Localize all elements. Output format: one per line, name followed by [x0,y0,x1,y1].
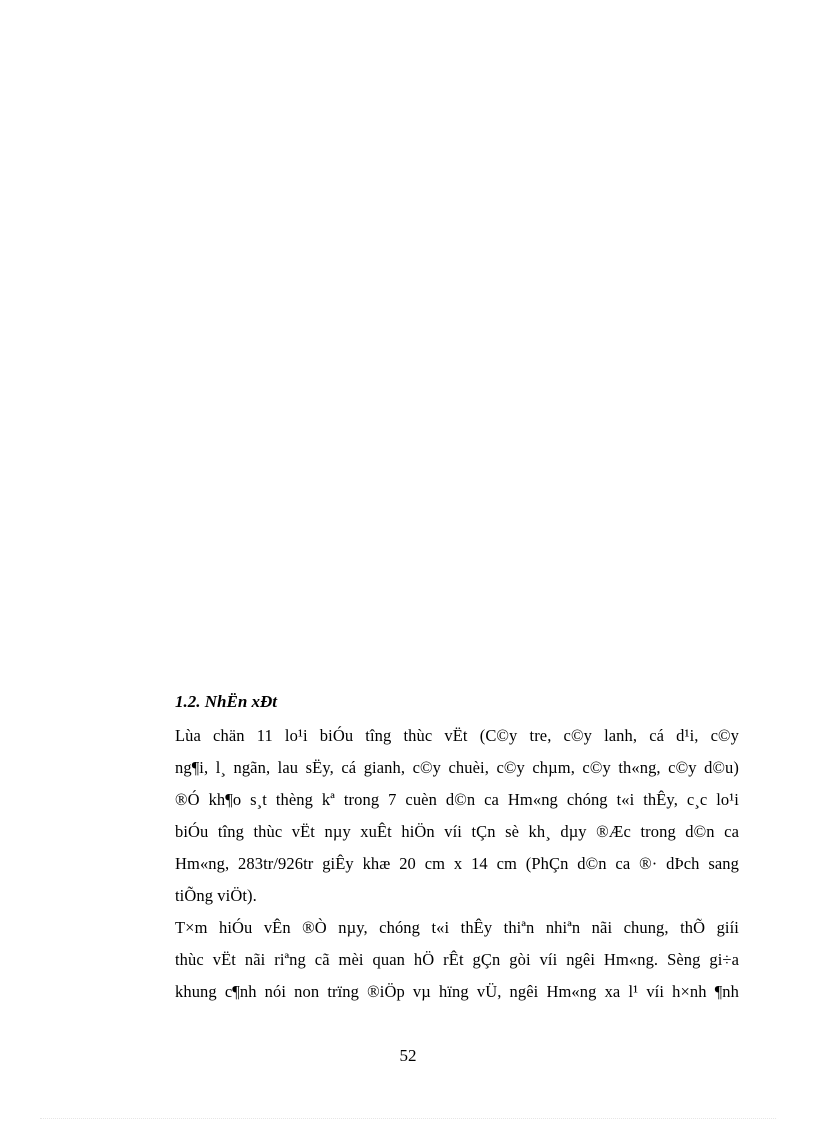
text-line: Lùa chän 11 lo¹i biÓu tîng thùc vËt (C©y tre, c©y lanh, cá d¹i, c©y [175,726,739,745]
page-number: 52 [399,1046,417,1065]
page-content [135,688,739,1008]
text-line: T×m hiÓu vÊn ®Ò nµy, chóng t«i thÊy thiªn nhiªn nãi chung, thÕ giíi [175,918,739,937]
paragraph-2 [135,912,739,1008]
paragraph-1 [135,720,739,912]
section-heading: 1.2. NhËn xÐt [175,692,278,711]
text-line: khung c¶nh nói non trïng ®iÖp vµ hïng vÜ, ngêi Hm«ng xa l¹ víi h×nh ¶nh [175,982,739,1001]
text-line: Hm«ng, 283tr/926tr giÊy khæ 20 cm x 14 cm (PhÇn d©n ca ®· dÞch sang [175,854,739,873]
text-line: ®Ó kh¶o s¸t thèng kª trong 7 cuèn d©n ca Hm«ng chóng t«i thÊy, c¸c lo¹i [175,790,739,809]
text-line: ng¶i, l¸ ngãn, lau sËy, cá gianh, c©y chuèi, c©y chµm, c©y th«ng, c©y d©u) [175,758,739,777]
text-line: biÓu tîng thùc vËt nµy xuÊt hiÖn víi tÇn sè kh¸ dµy ®Æc trong d©n ca [175,822,739,841]
text-line: thùc vËt nãi riªng cã mèi quan hÖ rÊt gÇn gòi víi ngêi Hm«ng. Sèng gi÷a [175,950,739,969]
text-line: tiÕng viÖt). [175,886,257,905]
page-bottom-divider [40,1118,776,1119]
